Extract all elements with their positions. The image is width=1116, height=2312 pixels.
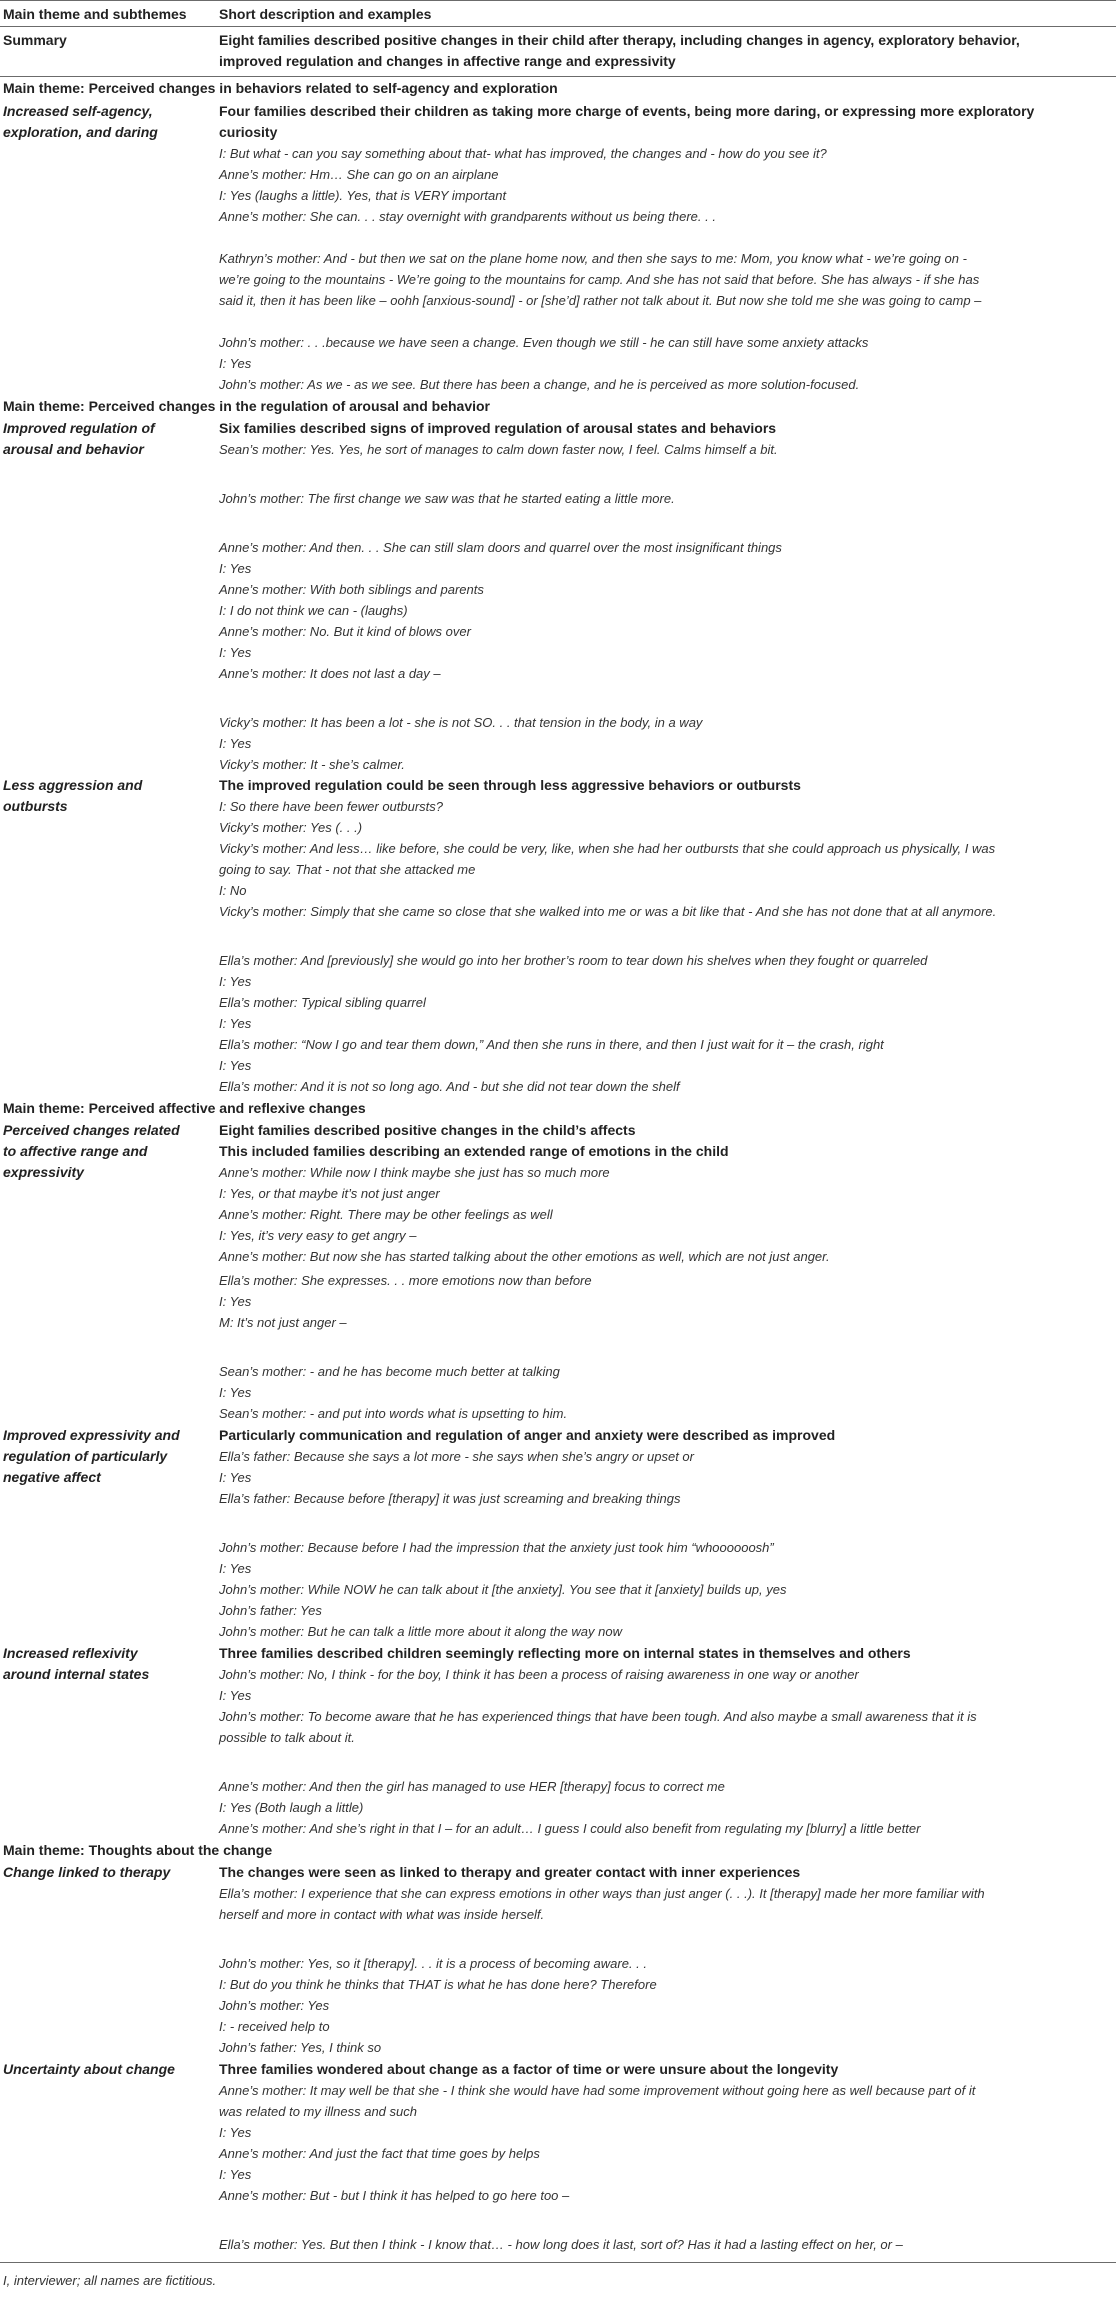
main-theme-heading: Main theme: Perceived changes in the regulation of arousal and behavior (3, 398, 491, 414)
subtheme-label: to affective range and (3, 1143, 148, 1159)
subtheme-label: Perceived changes related (3, 1122, 180, 1138)
quote-line: I: Yes (219, 2125, 252, 2140)
footnote: I, interviewer; all names are fictitious. (3, 2273, 217, 2288)
subtheme-label: Improved expressivity and (3, 1427, 180, 1443)
quote-line: John’s mother: No, I think - for the boy, I think it has been a process of raising awareness in one way or another (219, 1667, 859, 1682)
bottom-rule (0, 2262, 1116, 2263)
subtheme-label: around internal states (3, 1666, 150, 1682)
subtheme-label: Uncertainty about change (3, 2061, 175, 2077)
quote-line: John’s mother: Yes, so it [therapy]. . . it is a process of becoming aware. . . (219, 1956, 648, 1971)
subtheme-description: Four families described their children as taking more charge of events, being more daring, or expressing more exploratory (219, 103, 1035, 119)
subtheme-description: The improved regulation could be seen through less aggressive behaviors or outbursts (219, 777, 801, 793)
quote-line: Anne’s mother: It may well be that she - I think she would have had some improvement without going here as well because part of it (219, 2083, 976, 2098)
main-theme-heading: Main theme: Perceived changes in behaviors related to self-agency and exploration (3, 80, 558, 96)
summary-label: Summary (3, 32, 67, 48)
quote-line: possible to talk about it. (219, 1730, 355, 1745)
quote-line: Anne’s mother: Right. There may be other feelings as well (219, 1207, 553, 1222)
quote-line: I: Yes (219, 1561, 252, 1576)
subtheme-label: regulation of particularly (3, 1448, 168, 1464)
quote-line: going to say. That - not that she attacked me (219, 862, 476, 877)
quote-line: I: Yes (laughs a little). Yes, that is VERY important (219, 188, 507, 203)
header-rule (0, 26, 1116, 27)
quote-line: Sean’s mother: - and he has become much better at talking (219, 1364, 560, 1379)
subtheme-label: outbursts (3, 798, 68, 814)
subtheme-label: Increased reflexivity (3, 1645, 138, 1661)
quote-line: Kathryn’s mother: And - but then we sat on the plane home now, and then she says to me: Mom, you know what - we’re going on - (219, 251, 967, 266)
quote-line: Ella’s father: Because before [therapy] it was just screaming and breaking things (219, 1491, 681, 1506)
subtheme-description: Six families described signs of improved regulation of arousal states and behaviors (219, 420, 777, 436)
quote-line: John’s mother: The first change we saw was that he started eating a little more. (219, 491, 675, 506)
quote-line: Anne’s mother: But now she has started talking about the other emotions as well, which are not just anger. (219, 1249, 830, 1264)
quote-line: said it, then it has been like – oohh [anxious-sound] - or [she’d] rather not talk about it. But now she told me she was going to camp – (219, 293, 982, 308)
subtheme-label: Increased self-agency, (3, 103, 153, 119)
subtheme-label: exploration, and daring (3, 124, 158, 140)
quote-line: I: Yes (219, 736, 252, 751)
subtheme-label: Less aggression and (3, 777, 143, 793)
quote-line: Anne’s mother: With both siblings and parents (219, 582, 484, 597)
quote-line: John’s mother: Yes (219, 1998, 330, 2013)
quote-line: John’s mother: To become aware that he has experienced things that have been tough. And also maybe a small awareness that it is (219, 1709, 977, 1724)
quote-line: John’s mother: . . .because we have seen a change. Even though we still - he can still have some anxiety attacks (219, 335, 869, 350)
quote-line: Anne’s mother: No. But it kind of blows over (219, 624, 471, 639)
quote-line: John’s father: Yes (219, 1603, 322, 1618)
subtheme-description: The changes were seen as linked to therapy and greater contact with inner experiences (219, 1864, 801, 1880)
quote-line: I: Yes (219, 645, 252, 660)
quote-line: John’s father: Yes, I think so (219, 2040, 382, 2055)
quote-line: was related to my illness and such (219, 2104, 417, 2119)
subtheme-description: Particularly communication and regulation of anger and anxiety were described as improved (219, 1427, 836, 1443)
quote-line: I: Yes (219, 1016, 252, 1031)
quote-line: I: But do you think he thinks that THAT is what he has done here? Therefore (219, 1977, 657, 1992)
main-theme-heading: Main theme: Perceived affective and reflexive changes (3, 1100, 366, 1116)
quote-line: Anne’s mother: And just the fact that time goes by helps (219, 2146, 540, 2161)
quote-line: I: Yes (219, 561, 252, 576)
quote-line: I: No (219, 883, 247, 898)
subtheme-description: Eight families described positive changes in the child’s affects (219, 1122, 636, 1138)
quote-line: I: But what - can you say something about that- what has improved, the changes and - how do you see it? (219, 146, 827, 161)
quote-line: I: Yes, it’s very easy to get angry – (219, 1228, 417, 1243)
quote-line: we’re going to the mountains - We’re going to the mountains for camp. And she has not said that before. She has always - if she has (219, 272, 980, 287)
quote-line: I: Yes (219, 974, 252, 989)
quote-line: herself and more in contact with what was inside herself. (219, 1907, 545, 1922)
quote-line: I: Yes (219, 1688, 252, 1703)
quote-line: Ella’s mother: Typical sibling quarrel (219, 995, 426, 1010)
quote-line: Ella’s mother: “Now I go and tear them down,” And then she runs in there, and then I just wait for it – the crash, right (219, 1037, 884, 1052)
subtheme-label: negative affect (3, 1469, 101, 1485)
quote-line: Ella’s mother: I experience that she can express emotions in other ways than just anger (. . .). It [therapy] made her more familiar with (219, 1886, 985, 1901)
quote-line: Anne’s mother: It does not last a day – (219, 666, 441, 681)
quote-line: Anne’s mother: Hm… She can go on an airplane (219, 167, 499, 182)
quote-line: Anne’s mother: And then. . . She can still slam doors and quarrel over the most insignificant things (219, 540, 782, 555)
quote-line: I: So there have been fewer outbursts? (219, 799, 444, 814)
col-header-description: Short description and examples (219, 6, 432, 22)
quote-line: Ella’s mother: And [previously] she would go into her brother’s room to tear down his shelves when they fought or quarreled (219, 953, 928, 968)
quote-line: Vicky’s mother: Yes (. . .) (219, 820, 363, 835)
quote-line: Vicky’s mother: It - she’s calmer. (219, 757, 405, 772)
quote-line: Ella’s father: Because she says a lot more - she says when she’s angry or upset or (219, 1449, 694, 1464)
quote-line: Vicky’s mother: Simply that she came so close that she walked into me or was a bit like that - And she has not done that at all anymore. (219, 904, 997, 919)
quote-line: I: I do not think we can - (laughs) (219, 603, 408, 618)
top-rule (0, 0, 1116, 1)
subtheme-description: curiosity (219, 124, 278, 140)
subtheme-label: Change linked to therapy (3, 1864, 171, 1880)
col-header-themes: Main theme and subthemes (3, 6, 187, 22)
subtheme-description: Three families described children seemingly reflecting more on internal states in themselves and others (219, 1645, 911, 1661)
quote-line: I: Yes (Both laugh a little) (219, 1800, 364, 1815)
main-theme-heading: Main theme: Thoughts about the change (3, 1842, 273, 1858)
quote-line: Anne’s mother: She can. . . stay overnight with grandparents without us being there. . . (219, 209, 716, 224)
quote-line: Sean’s mother: Yes. Yes, he sort of manages to calm down faster now, I feel. Calms himself a bit. (219, 442, 778, 457)
quote-line: Ella’s mother: And it is not so long ago. And - but she did not tear down the shelf (219, 1079, 680, 1094)
quote-line: I: - received help to (219, 2019, 330, 2034)
quote-line: Sean’s mother: - and put into words what is upsetting to him. (219, 1406, 568, 1421)
quote-line: Vicky’s mother: And less… like before, she could be very, like, when she had her outbursts that she could approach us physically, I was (219, 841, 996, 856)
subtheme-description: Three families wondered about change as a factor of time or were unsure about the longevity (219, 2061, 839, 2077)
quote-line: I: Yes, or that maybe it’s not just anger (219, 1186, 440, 1201)
subtheme-label: expressivity (3, 1164, 84, 1180)
quote-line: John’s mother: But he can talk a little more about it along the way now (219, 1624, 622, 1639)
summary-rule (0, 76, 1116, 77)
summary-text: improved regulation and changes in affective range and expressivity (219, 53, 676, 69)
quote-line: Vicky’s mother: It has been a lot - she is not SO. . . that tension in the body, in a way (219, 715, 703, 730)
quote-line: John’s mother: Because before I had the impression that the anxiety just took him “whoooooosh” (219, 1540, 774, 1555)
subtheme-description: This included families describing an extended range of emotions in the child (219, 1143, 729, 1159)
subtheme-label: Improved regulation of (3, 420, 155, 436)
quote-line: I: Yes (219, 1385, 252, 1400)
quote-line: I: Yes (219, 1470, 252, 1485)
quote-line: I: Yes (219, 1058, 252, 1073)
quote-line: Anne’s mother: While now I think maybe she just has so much more (219, 1165, 610, 1180)
quote-line: Ella’s mother: Yes. But then I think - I know that… - how long does it last, sort of? Has it had a lasting effect on her, or – (219, 2237, 903, 2252)
quote-line: I: Yes (219, 356, 252, 371)
subtheme-label: arousal and behavior (3, 441, 144, 457)
quote-line: Anne’s mother: And she’s right in that I – for an adult… I guess I could also benefit from regulating my [blurry] a little better (219, 1821, 921, 1836)
quote-line: Ella’s mother: She expresses. . . more emotions now than before (219, 1273, 592, 1288)
quote-line: M: It’s not just anger – (219, 1315, 347, 1330)
quote-line: I: Yes (219, 2167, 252, 2182)
quote-line: Anne’s mother: And then the girl has managed to use HER [therapy] focus to correct me (219, 1779, 725, 1794)
quote-line: Anne’s mother: But - but I think it has helped to go here too – (219, 2188, 570, 2203)
quote-line: I: Yes (219, 1294, 252, 1309)
summary-text: Eight families described positive changes in their child after therapy, including changes in agency, exploratory behavior, (219, 32, 1020, 48)
quote-line: John’s mother: As we - as we see. But there has been a change, and he is perceived as more solution-focused. (219, 377, 860, 392)
quote-line: John’s mother: While NOW he can talk about it [the anxiety]. You see that it [anxiety] builds up, yes (219, 1582, 787, 1597)
